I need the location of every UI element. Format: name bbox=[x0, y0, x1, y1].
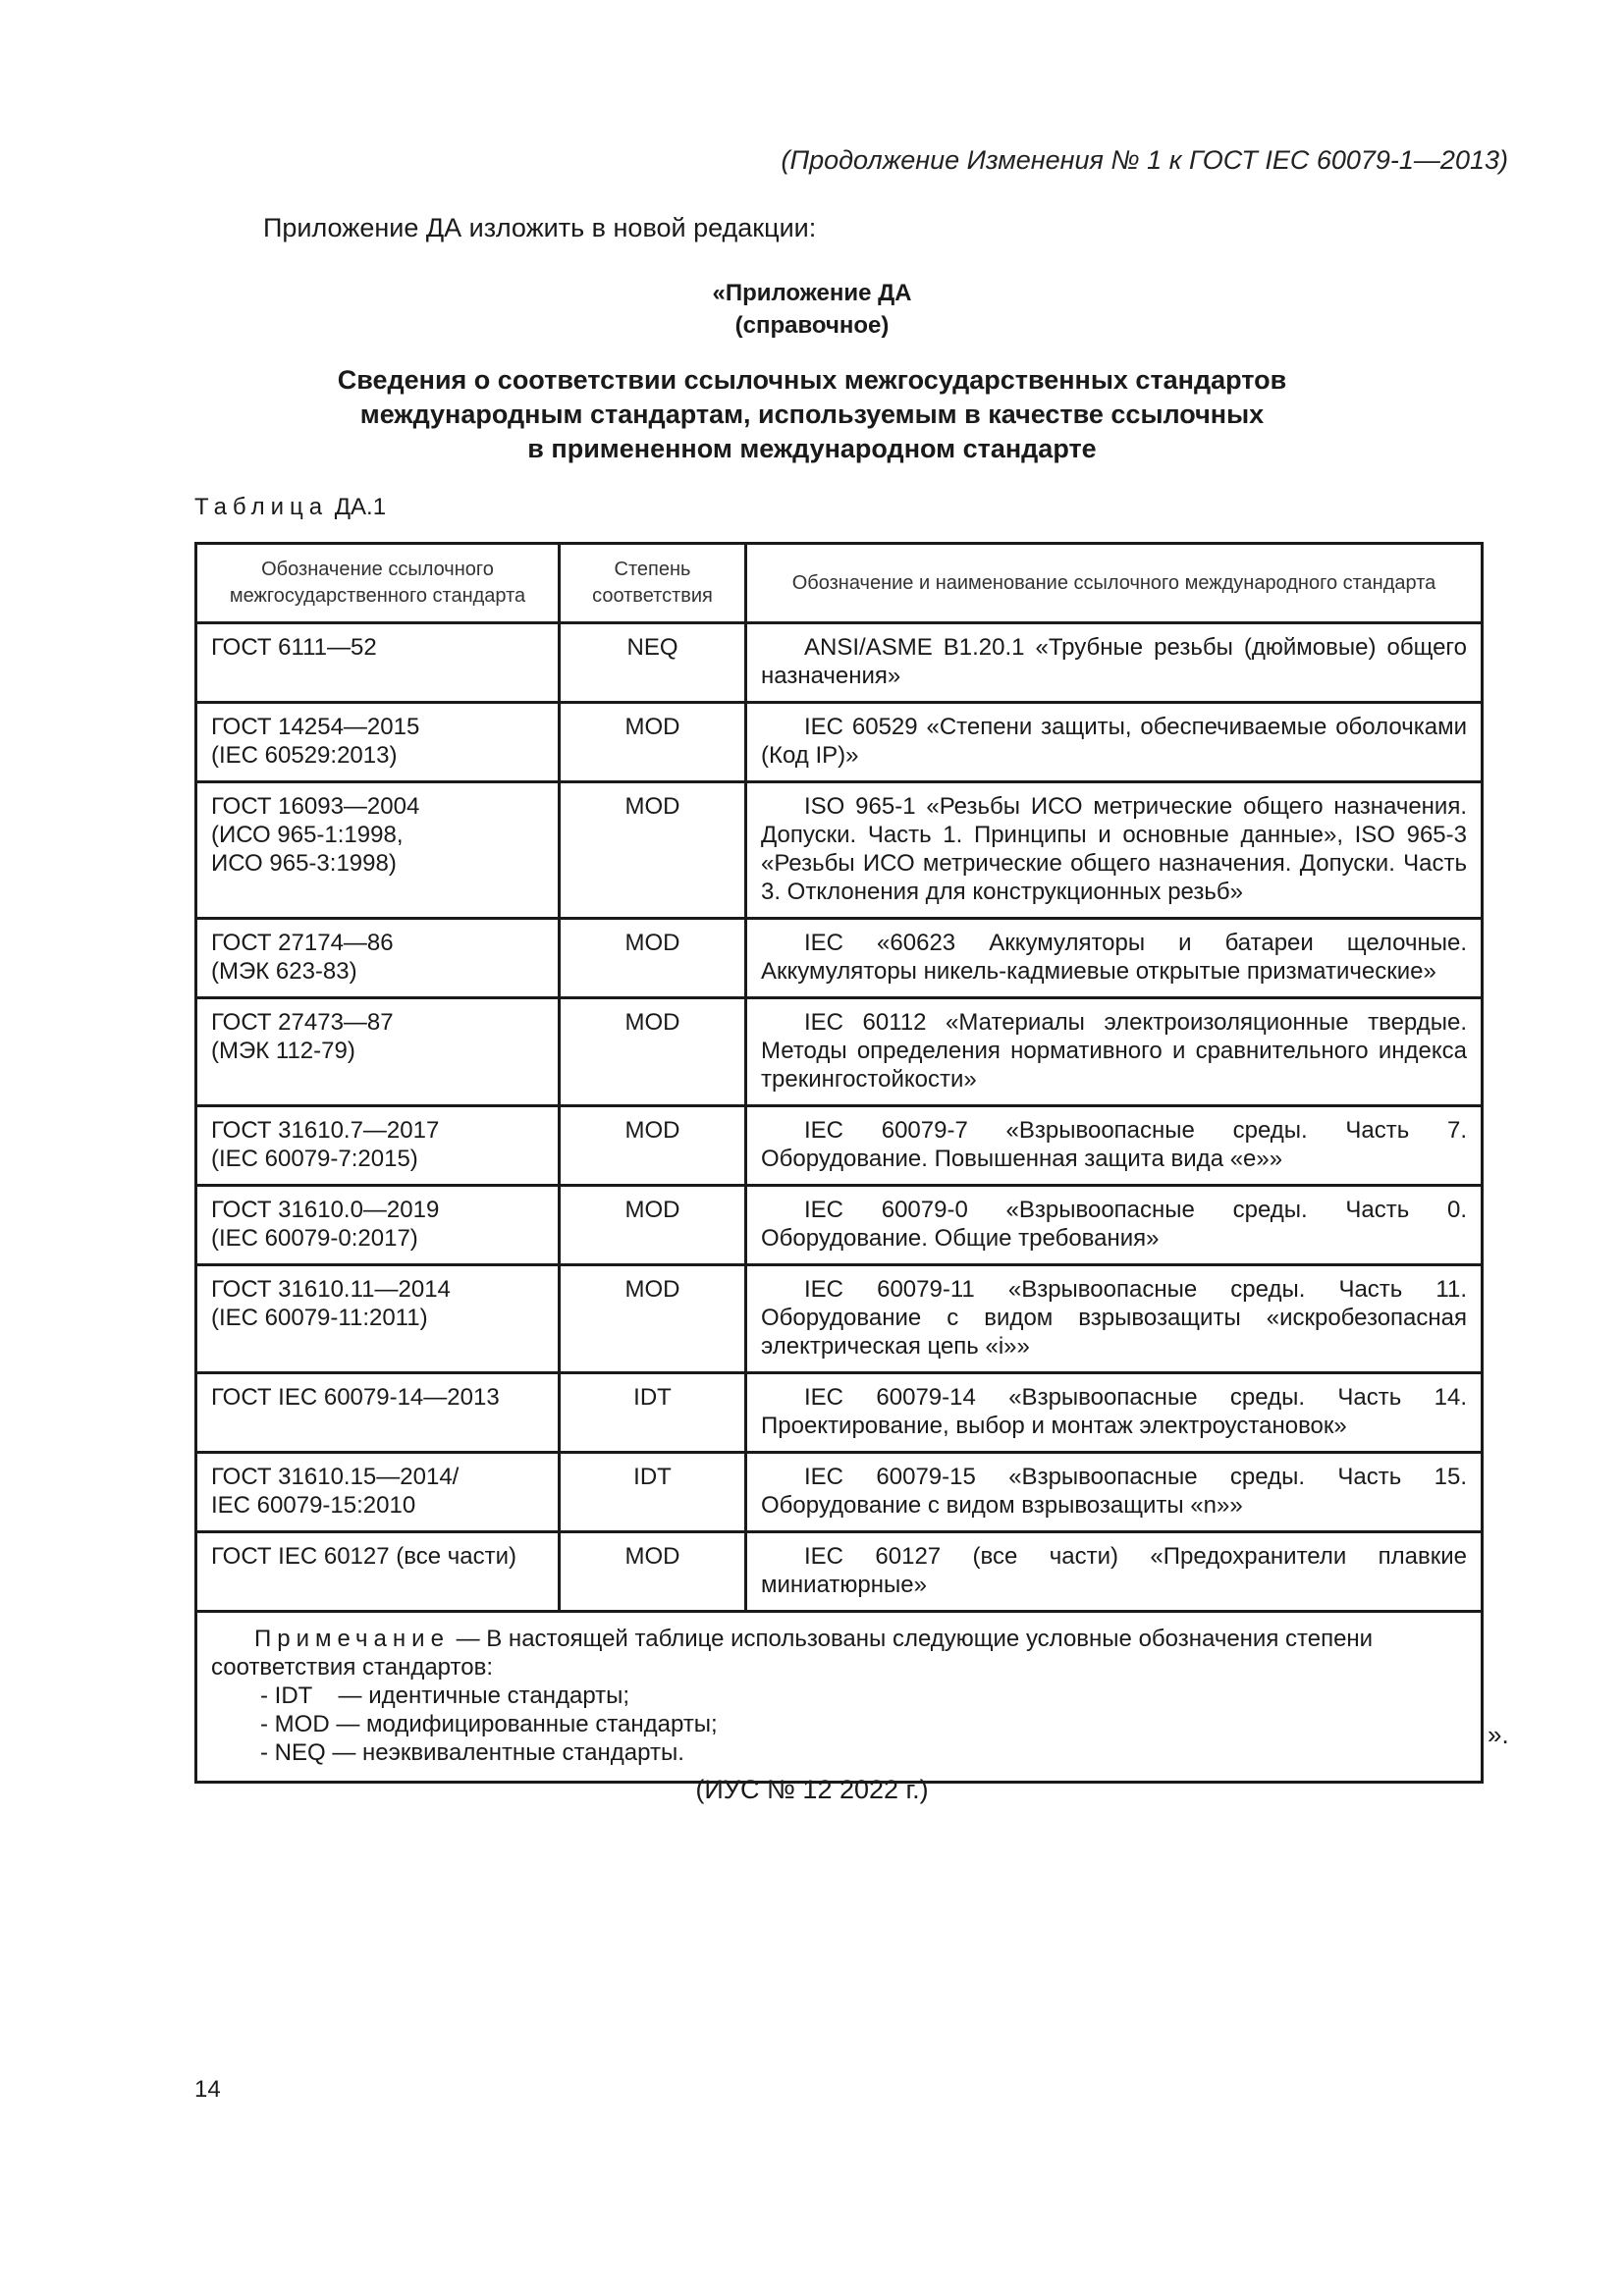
table-row bbox=[196, 1186, 1483, 1265]
ius-reference: (ИУС № 12 2022 г.) bbox=[695, 1775, 929, 1804]
table-note bbox=[196, 1612, 1483, 1783]
standards-table bbox=[194, 542, 1484, 1784]
table-row bbox=[196, 1106, 1483, 1186]
cell-intl-standard: IEC 60112 «Материалы электроизоляционные твердые. Методы определения нормативного и сравнительного индекса трекингостойкости» bbox=[746, 998, 1483, 1106]
cell-degree: MOD bbox=[560, 998, 746, 1106]
table-row bbox=[196, 1453, 1483, 1532]
cell-intergov-standard: ГОСТ 31610.11—2014 (IEC 60079-11:2011) bbox=[196, 1265, 560, 1373]
cell-intergov-standard: ГОСТ 6111—52 bbox=[196, 623, 560, 703]
cell-degree: MOD bbox=[560, 1186, 746, 1265]
appendix-heading bbox=[0, 277, 1624, 342]
cell-intergov-standard: ГОСТ 31610.15—2014/ IEC 60079-15:2010 bbox=[196, 1453, 560, 1532]
cell-degree: MOD bbox=[560, 703, 746, 782]
cell-intl-standard: IEC 60079-15 «Взрывоопасные среды. Часть 15. Оборудование с видом взрывозащиты «n»» bbox=[746, 1453, 1483, 1532]
table-row bbox=[196, 1265, 1483, 1373]
table-row bbox=[196, 998, 1483, 1106]
cell-intl-standard: IEC 60079-7 «Взрывоопасные среды. Часть 7. Оборудование. Повышенная защита вида «е»» bbox=[746, 1106, 1483, 1186]
table-note-row bbox=[196, 1612, 1483, 1783]
note-item-neq: - NEQ — неэквивалентные стандарты. bbox=[260, 1739, 684, 1766]
table-row bbox=[196, 919, 1483, 998]
closing-quote: ». bbox=[1488, 1720, 1509, 1749]
header-intl-standard: Обозначение и наименование ссылочного международного стандарта bbox=[746, 544, 1483, 623]
section-title-line-2: международным стандартам, используемым в качестве ссылочных bbox=[359, 400, 1265, 429]
cell-degree: NEQ bbox=[560, 623, 746, 703]
cell-intl-standard: IEC 60079-14 «Взрывоопасные среды. Часть 14. Проектирование, выбор и монтаж электроустановок» bbox=[746, 1373, 1483, 1453]
cell-intergov-standard: ГОСТ 27473—87 (МЭК 112-79) bbox=[196, 998, 560, 1106]
intro-text: Приложение ДА изложить в новой редакции: bbox=[263, 213, 817, 242]
cell-degree: MOD bbox=[560, 1106, 746, 1186]
cell-intl-standard: IEC 60127 (все части) «Предохранители плавкие миниатюрные» bbox=[746, 1532, 1483, 1612]
table-header-row bbox=[196, 544, 1483, 623]
table-caption-label: Таблица bbox=[194, 494, 329, 520]
appendix-title: «Приложение ДА bbox=[712, 280, 912, 306]
cell-intl-standard: IEC 60079-0 «Взрывоопасные среды. Часть 0. Оборудование. Общие требования» bbox=[746, 1186, 1483, 1265]
cell-degree: MOD bbox=[560, 1265, 746, 1373]
table-row bbox=[196, 703, 1483, 782]
header-intergov-standard: Обозначение ссылочного межгосударственного стандарта bbox=[196, 544, 560, 623]
section-title-line-1: Сведения о соответствии ссылочных межгосударственных стандартов bbox=[337, 365, 1287, 395]
cell-intergov-standard: ГОСТ 14254—2015 (IEC 60529:2013) bbox=[196, 703, 560, 782]
cell-intl-standard: IEC 60079-11 «Взрывоопасные среды. Часть 11. Оборудование с видом взрывозащиты «искробезопасная электрическая цепь «i»» bbox=[746, 1265, 1483, 1373]
note-item-idt: - IDT — идентичные стандарты; bbox=[260, 1682, 630, 1709]
cell-intl-standard: IEC 60529 «Степени защиты, обеспечиваемые оболочками (Код IP)» bbox=[746, 703, 1483, 782]
cell-degree: MOD bbox=[560, 1532, 746, 1612]
table-caption-number: ДА.1 bbox=[334, 494, 387, 520]
cell-intl-standard: IEC «60623 Аккумуляторы и батареи щелочные. Аккумуляторы никель-кадмиевые открытые призматические» bbox=[746, 919, 1483, 998]
header-degree: Степень соответствия bbox=[560, 544, 746, 623]
note-item-mod: - MOD — модифицированные стандарты; bbox=[260, 1711, 718, 1737]
table-row bbox=[196, 623, 1483, 703]
section-title bbox=[0, 363, 1624, 466]
note-text: — В настоящей таблице использованы следующие условные обозначения степени соответствия стандартов: bbox=[211, 1626, 1374, 1681]
cell-intergov-standard: ГОСТ 16093—2004 (ИСО 965-1:1998, ИСО 965-3:1998) bbox=[196, 782, 560, 919]
page-header: (Продолжение Изменения № 1 к ГОСТ IEC 60079-1—2013) bbox=[781, 145, 1508, 175]
table-caption bbox=[194, 494, 386, 521]
cell-intergov-standard: ГОСТ IEC 60079-14—2013 bbox=[196, 1373, 560, 1453]
note-label: Примечание bbox=[254, 1626, 450, 1652]
cell-intl-standard: ANSI/ASME B1.20.1 «Трубные резьбы (дюймовые) общего назначения» bbox=[746, 623, 1483, 703]
cell-intergov-standard: ГОСТ IEC 60127 (все части) bbox=[196, 1532, 560, 1612]
table-row bbox=[196, 1373, 1483, 1453]
table-row bbox=[196, 1532, 1483, 1612]
cell-degree: IDT bbox=[560, 1453, 746, 1532]
cell-degree: IDT bbox=[560, 1373, 746, 1453]
section-title-line-3: в примененном международном стандарте bbox=[527, 434, 1097, 463]
table-row bbox=[196, 782, 1483, 919]
appendix-subtitle: (справочное) bbox=[734, 312, 890, 339]
cell-degree: MOD bbox=[560, 919, 746, 998]
cell-intl-standard: ISO 965-1 «Резьбы ИСО метрические общего назначения. Допуски. Часть 1. Принципы и основные данные», ISO 965-3 «Резьбы ИСО метрические общего назначения. Допуски. Часть 3. Отклонения для конструкционных резьб» bbox=[746, 782, 1483, 919]
page-number: 14 bbox=[194, 2076, 221, 2103]
cell-intergov-standard: ГОСТ 27174—86 (МЭК 623-83) bbox=[196, 919, 560, 998]
cell-intergov-standard: ГОСТ 31610.0—2019 (IEC 60079-0:2017) bbox=[196, 1186, 560, 1265]
cell-intergov-standard: ГОСТ 31610.7—2017 (IEC 60079-7:2015) bbox=[196, 1106, 560, 1186]
cell-degree: MOD bbox=[560, 782, 746, 919]
